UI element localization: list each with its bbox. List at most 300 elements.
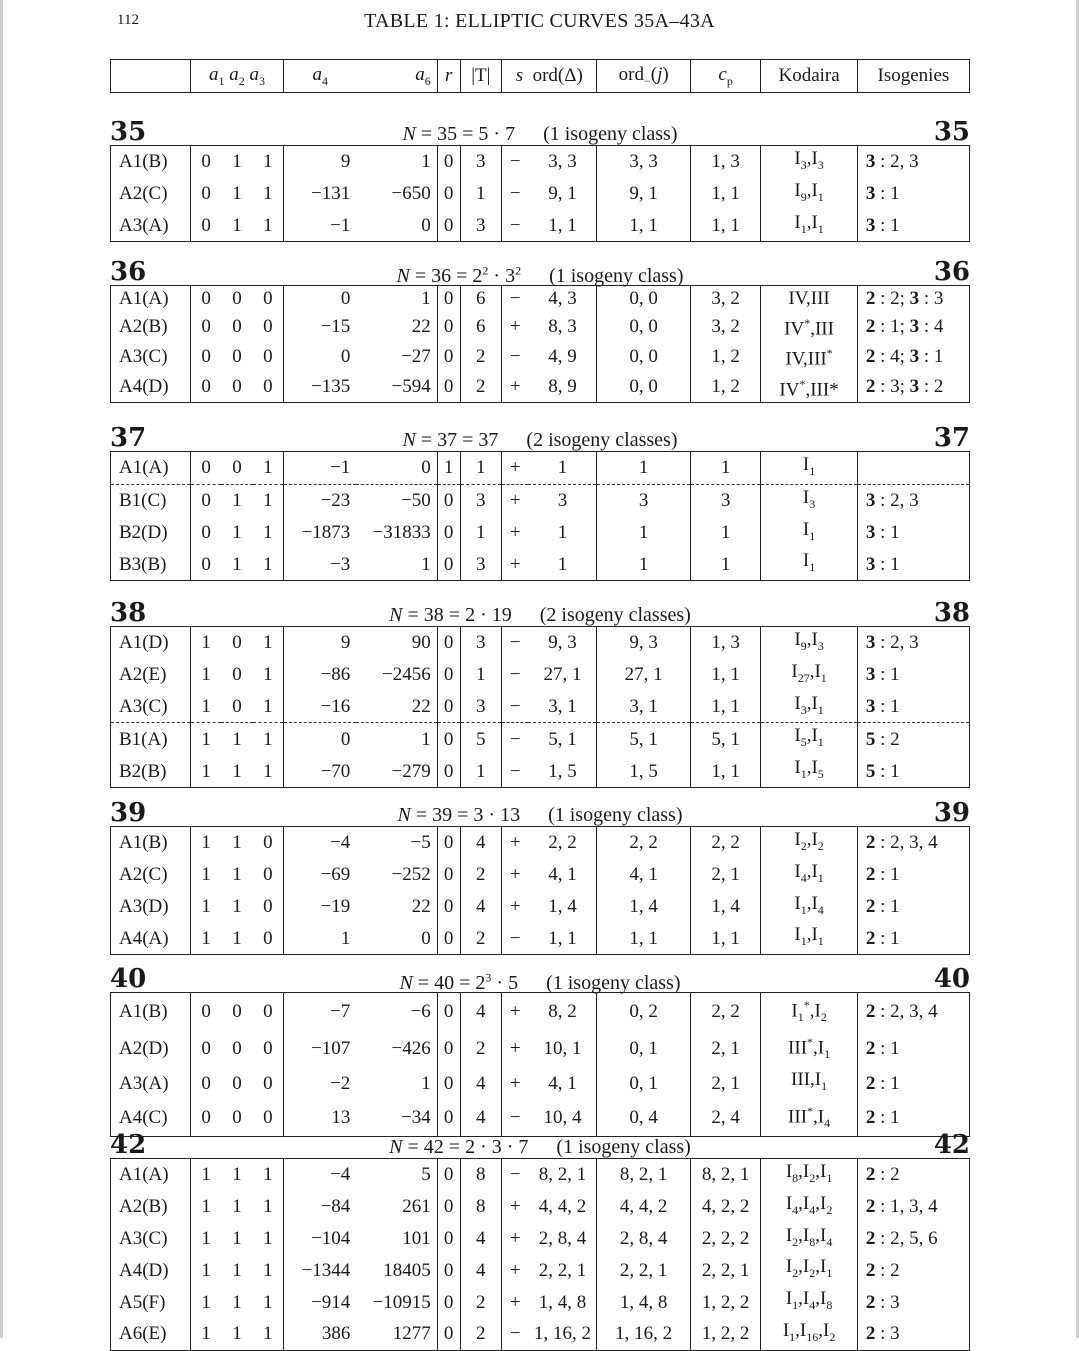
conductor-text: N = 37 = 37 [402, 429, 499, 451]
a1-value: 1 [201, 760, 211, 782]
hdr-kodaira: Kodaira [761, 60, 857, 93]
a6-value: 1 [356, 286, 437, 312]
column-header-table [110, 59, 970, 93]
isogeny-class-count: (1 isogeny class) [543, 123, 678, 145]
isogenies-value: 3 : 1 [865, 664, 900, 686]
a1-value: 1 [201, 1196, 211, 1218]
ord-delta-value: 1, 1 [528, 922, 596, 954]
section-number-left: 35 [110, 117, 147, 147]
conductor-text: $N = 40 = 2^3 \cdot 5$ [399, 970, 519, 994]
column-header-row [111, 60, 970, 93]
curve-label: A4(D) [111, 372, 191, 403]
torsion-value: 6 [460, 311, 501, 341]
sign-value: + [509, 1072, 521, 1094]
ord-j-value: 1, 1 [597, 922, 690, 954]
curve-label: A5(F) [111, 1286, 191, 1318]
rank-value: 0 [437, 1099, 460, 1137]
kodaira-value: $I_3$ [761, 484, 857, 516]
ord-j-value: 0, 0 [597, 286, 690, 312]
ord-j-value: 5, 1 [597, 723, 690, 755]
curve-row [111, 548, 970, 580]
sign-value: + [509, 457, 521, 479]
a1-value: 0 [201, 214, 211, 236]
a3-value: 1 [253, 210, 284, 242]
a3-value: 1 [253, 1223, 284, 1255]
section-37 [110, 425, 970, 581]
ord-delta-value: 27, 1 [528, 659, 596, 691]
cp-value: 2, 2, 2 [690, 1223, 761, 1255]
ord-delta-value: 1 [528, 517, 596, 549]
a2-value: 0 [232, 345, 242, 367]
curve-table [110, 992, 970, 1137]
a1-value: 1 [201, 1164, 211, 1186]
a6-value: 0 [356, 452, 437, 485]
a3-value: 1 [253, 517, 284, 549]
a3-value: 1 [253, 723, 284, 755]
curve-label: B2(B) [111, 755, 191, 787]
isogenies-value: 3 : 1 [865, 183, 900, 205]
curve-label: A4(C) [111, 1099, 191, 1137]
a2-value: 1 [232, 1323, 242, 1345]
cp-value: 2, 1 [690, 1030, 761, 1067]
a2-value: 1 [232, 1259, 242, 1281]
rank-value: 0 [437, 372, 460, 403]
a4-value: −914 [311, 1291, 351, 1313]
ord-j-value: 9, 3 [597, 627, 690, 659]
a3-value: 0 [253, 1030, 284, 1067]
a4-value: −23 [284, 484, 357, 516]
ord-delta-value: 2, 2 [528, 827, 596, 859]
a3-value: 1 [253, 1191, 284, 1223]
a1-value: 0 [201, 151, 211, 173]
curve-row [111, 178, 970, 210]
section-number-left: 39 [110, 798, 147, 828]
a2-value: 1 [232, 927, 242, 949]
sign-value: − [509, 632, 521, 654]
isogenies-value: 2 : 2 [865, 1164, 900, 1186]
hdr-label [111, 60, 191, 93]
a2-value: 1 [232, 151, 242, 173]
section-number-left: 42 [110, 1130, 147, 1160]
hdr-ord-j: ord$_-$(j) [597, 60, 690, 93]
curve-row [111, 922, 970, 954]
curve-label: A3(A) [111, 210, 191, 242]
ord-delta-value: 3, 1 [528, 691, 596, 723]
a3-value: 0 [253, 859, 284, 891]
isogenies-value: 2 : 2 [865, 1259, 900, 1281]
curve-row [111, 1067, 970, 1099]
ord-delta-value: 8, 2, 1 [528, 1159, 596, 1191]
kodaira-value: $I_1,I_4,I_8$ [761, 1286, 857, 1318]
rank-value: 0 [437, 1254, 460, 1286]
isogenies-value: 2 : 3 [865, 1323, 900, 1345]
rank-value: 0 [437, 286, 460, 312]
a6-value: 22 [356, 891, 437, 923]
kodaira-value: $I_2,I_8,I_4$ [761, 1223, 857, 1255]
a2-value: 0 [232, 695, 242, 717]
ord-j-value: 0, 0 [597, 341, 690, 371]
kodaira-value: $I_1,I_1$ [761, 922, 857, 954]
a3-value: 1 [253, 1286, 284, 1318]
cp-value: 3 [690, 484, 761, 516]
isogeny-class-count: (1 isogeny class) [549, 264, 684, 287]
cp-value: 2, 4 [690, 1099, 761, 1137]
a2-value: 1 [232, 1227, 242, 1249]
isogeny-class-count: (1 isogeny class) [556, 1136, 691, 1158]
kodaira-value: $I_1,I_{16},I_2$ [761, 1318, 857, 1350]
isogenies-value: 2 : 2, 3, 4 [865, 1001, 938, 1023]
cp-value: 2, 2, 1 [690, 1254, 761, 1286]
hdr-t: |T| [460, 60, 501, 93]
a1-value: 0 [201, 376, 211, 398]
conductor-text: $N = 36 = 2^2 \cdot 3^2$ [396, 263, 522, 287]
torsion-value: 4 [460, 1223, 501, 1255]
kodaira-value: $I_1,I_5$ [761, 755, 857, 787]
sign-value: + [509, 376, 521, 398]
rank-value: 0 [437, 341, 460, 371]
section-39 [110, 800, 970, 955]
isogenies-value: 5 : 2 [857, 723, 969, 755]
sign-value: + [509, 315, 521, 337]
kodaira-value: IV,III* [761, 341, 857, 371]
a2-value: 0 [232, 315, 242, 337]
rank-value: 0 [437, 1067, 460, 1099]
ord-j-value: 1, 4, 8 [597, 1286, 690, 1318]
sign-value: − [509, 1164, 521, 1186]
a6-value: 261 [356, 1191, 437, 1223]
rank-value: 0 [437, 1286, 460, 1318]
a3-value: 0 [253, 891, 284, 923]
ord-j-value: 2, 2, 1 [597, 1254, 690, 1286]
a2-value: 0 [232, 1107, 242, 1129]
section-number-right: 42 [933, 1130, 970, 1160]
section-number-left: 37 [110, 423, 147, 453]
a6-value: −426 [356, 1030, 437, 1067]
ord-j-value: 3 [597, 484, 690, 516]
a1-value: 1 [201, 1227, 211, 1249]
isogenies-value: 2 : 1 [865, 895, 900, 917]
curve-label: A3(C) [111, 691, 191, 723]
a4-value: 1 [340, 927, 351, 949]
kodaira-value: $I_1$ [761, 452, 857, 485]
curve-label: A1(D) [111, 627, 191, 659]
curve-label: B1(C) [111, 484, 191, 516]
curve-table [110, 626, 970, 788]
torsion-value: 3 [460, 627, 501, 659]
a3-value: 1 [253, 627, 284, 659]
hdr-a6: $a_6$ [356, 60, 437, 93]
section-header [110, 1132, 970, 1158]
sign-value: − [509, 1323, 521, 1345]
sign-value: − [509, 927, 521, 949]
a6-value: 1277 [356, 1318, 437, 1350]
conductor-text: N = 35 = 5 · 7 [402, 123, 516, 145]
isogenies-value: 2 : 2; 3 : 3 [865, 288, 944, 309]
cp-value: 1, 1 [690, 659, 761, 691]
section-number-right: 37 [933, 423, 970, 453]
hdr-a4: $a_4$ [284, 60, 357, 93]
curve-label: A1(B) [111, 827, 191, 859]
ord-j-value: 2, 2 [597, 827, 690, 859]
rank-value: 0 [437, 922, 460, 954]
ord-j-value: 0, 0 [597, 372, 690, 403]
torsion-value: 2 [460, 372, 501, 403]
a1-value: 1 [201, 895, 211, 917]
kodaira-value: $I_3,I_1$ [761, 691, 857, 723]
a2-value: 1 [232, 864, 242, 886]
a1-value: 1 [201, 664, 211, 686]
isogenies-value: 3 : 1 [865, 695, 900, 717]
cp-value: 2, 2 [690, 827, 761, 859]
curve-label: A2(C) [111, 859, 191, 891]
a6-value: −650 [356, 178, 437, 210]
ord-j-value: 3, 3 [597, 146, 690, 178]
ord-delta-value: 8, 2 [528, 993, 596, 1031]
ord-delta-value: 4, 4, 2 [528, 1191, 596, 1223]
curve-label: A1(A) [111, 286, 191, 312]
a2-value: 1 [232, 183, 242, 205]
a6-value: −594 [356, 372, 437, 403]
curve-row [111, 1286, 970, 1318]
section-header [110, 425, 970, 451]
cp-value: 5, 1 [690, 723, 761, 755]
rank-value: 0 [437, 859, 460, 891]
rank-value: 1 [437, 452, 460, 485]
kodaira-value: $III^*,I_4$ [761, 1099, 857, 1137]
curve-row [111, 1030, 970, 1067]
a6-value: −2456 [356, 659, 437, 691]
section-conductor [110, 429, 970, 452]
torsion-value: 4 [460, 891, 501, 923]
a6-value: 22 [356, 691, 437, 723]
section-number-right: 39 [933, 798, 970, 828]
isogenies-value: 2 : 3 [865, 1291, 900, 1313]
ord-delta-value: 5, 1 [528, 723, 596, 755]
a4-value: 0 [284, 723, 357, 755]
section-number-right: 40 [933, 964, 970, 994]
a4-value: 9 [340, 632, 351, 654]
curve-label: A2(B) [111, 1191, 191, 1223]
a2-value: 1 [232, 214, 242, 236]
section-38 [110, 600, 970, 788]
a1-value: 0 [190, 484, 221, 516]
torsion-value: 6 [460, 286, 501, 312]
ord-j-value: 1, 5 [597, 755, 690, 787]
a3-value: 0 [253, 922, 284, 954]
curve-label: A2(E) [111, 659, 191, 691]
torsion-value: 1 [460, 517, 501, 549]
curve-table [110, 451, 970, 581]
ord-j-value: 0, 0 [597, 311, 690, 341]
rank-value: 0 [437, 691, 460, 723]
conductor-text: N = 39 = 3 · 13 [397, 804, 521, 826]
a3-value: 1 [253, 452, 284, 485]
a4-value: −4 [330, 1164, 351, 1186]
a4-value: −107 [311, 1038, 351, 1060]
torsion-value: 5 [460, 723, 501, 755]
section-header [110, 259, 970, 285]
curve-table [110, 826, 970, 955]
torsion-value: 1 [460, 452, 501, 485]
hdr-a123: $a_1$ $a_2$ $a_3$ [190, 60, 283, 93]
isogeny-class-count: (2 isogeny classes) [539, 604, 691, 626]
section-conductor [110, 1136, 970, 1159]
kodaira-value: $I_2,I_2$ [761, 827, 857, 859]
ord-delta-value: 1, 1 [528, 210, 596, 242]
section-number-right: 35 [933, 117, 970, 147]
torsion-value: 2 [460, 1030, 501, 1067]
cp-value: 8, 2, 1 [690, 1159, 761, 1191]
page-border-left [0, 0, 3, 1338]
ord-delta-value: 1, 16, 2 [528, 1318, 596, 1350]
a4-value: −1344 [301, 1259, 351, 1281]
a6-value: 0 [356, 922, 437, 954]
curve-table [110, 285, 970, 403]
section-36 [110, 259, 970, 403]
curve-label: A1(B) [111, 993, 191, 1031]
curve-row [111, 659, 970, 691]
a4-value: −1873 [301, 521, 351, 543]
rank-value: 0 [437, 1223, 460, 1255]
section-35 [110, 119, 970, 242]
sign-value: + [509, 1259, 521, 1281]
ord-j-value: 1, 16, 2 [597, 1318, 690, 1350]
torsion-value: 1 [460, 178, 501, 210]
a6-value: 1 [356, 723, 437, 755]
a1-value: 1 [201, 1291, 211, 1313]
ord-delta-value: 3, 3 [528, 146, 596, 178]
a2-value: 0 [232, 664, 242, 686]
a3-value: 1 [253, 691, 284, 723]
torsion-value: 4 [460, 827, 501, 859]
a4-value: 9 [340, 151, 351, 173]
cp-value: 1, 2 [690, 372, 761, 403]
rank-value: 0 [437, 311, 460, 341]
a3-value: 1 [253, 755, 284, 787]
isogenies-value [857, 452, 969, 485]
section-conductor [110, 804, 970, 827]
a2-value: 1 [221, 723, 252, 755]
rank-value: 0 [437, 548, 460, 580]
cp-value: 1 [690, 517, 761, 549]
curve-row [111, 484, 970, 516]
curve-label: B1(A) [111, 723, 191, 755]
a1-value: 0 [201, 1107, 211, 1129]
torsion-value: 8 [460, 1191, 501, 1223]
a2-value: 0 [232, 288, 242, 309]
a1-value: 0 [201, 288, 211, 309]
kodaira-value: $I_2,I_2,I_1$ [761, 1254, 857, 1286]
section-number-left: 38 [110, 598, 147, 628]
sign-value: − [509, 345, 521, 367]
kodaira-value: IV*,III [761, 311, 857, 341]
curve-label: A1(B) [111, 146, 191, 178]
curve-row [111, 146, 970, 178]
rank-value: 0 [437, 484, 460, 516]
a4-value: −19 [320, 895, 351, 917]
a2-value: 0 [232, 1001, 242, 1023]
ord-delta-value: 2, 2, 1 [528, 1254, 596, 1286]
a3-value: 1 [253, 484, 284, 516]
curve-row [111, 691, 970, 723]
a2-value: 1 [232, 1196, 242, 1218]
sign-value: + [509, 553, 521, 575]
a1-value: 0 [201, 315, 211, 337]
hdr-isogenies: Isogenies [857, 60, 969, 93]
section-number-right: 36 [933, 257, 970, 287]
a6-value: −5 [356, 827, 437, 859]
a4-value: −3 [330, 553, 351, 575]
ord-j-value: 1, 1 [597, 210, 690, 242]
isogenies-value: 3 : 2, 3 [857, 484, 969, 516]
torsion-value: 1 [460, 755, 501, 787]
kodaira-value: $I_9,I_1$ [761, 178, 857, 210]
a6-value: 1 [356, 1067, 437, 1099]
cp-value: 1, 4 [690, 891, 761, 923]
torsion-value: 2 [460, 859, 501, 891]
ord-j-value: 1, 4 [597, 891, 690, 923]
curve-row [111, 341, 970, 371]
a6-value: −31833 [356, 517, 437, 549]
a2-value: 1 [232, 553, 242, 575]
curve-label: A1(A) [111, 452, 191, 485]
ord-j-value: 27, 1 [597, 659, 690, 691]
kodaira-value: $I_1$ [761, 548, 857, 580]
a4-value: −1 [330, 457, 351, 479]
a4-value: −1 [330, 214, 351, 236]
sign-value: + [509, 832, 521, 854]
a1-value: 1 [201, 695, 211, 717]
isogenies-value: 2 : 1, 3, 4 [865, 1196, 938, 1218]
kodaira-value: IV,III [761, 286, 857, 312]
ord-delta-value: 4, 3 [528, 286, 596, 312]
curve-label: A3(C) [111, 341, 191, 371]
isogenies-value: 2 : 2, 3, 4 [865, 832, 938, 854]
a6-value: 5 [356, 1159, 437, 1191]
section-42 [110, 1132, 970, 1351]
ord-j-value: 4, 4, 2 [597, 1191, 690, 1223]
section-conductor [110, 123, 970, 146]
torsion-value: 3 [460, 548, 501, 580]
curve-label: A6(E) [111, 1318, 191, 1350]
ord-j-value: 0, 1 [597, 1067, 690, 1099]
kodaira-value: $I_1,I_1$ [761, 210, 857, 242]
ord-delta-value: 4, 1 [528, 1067, 596, 1099]
rank-value: 0 [437, 178, 460, 210]
ord-delta-value: 1 [528, 548, 596, 580]
isogeny-class-count: (1 isogeny class) [548, 804, 683, 826]
cp-value: 1, 3 [690, 146, 761, 178]
curve-label: A3(A) [111, 1067, 191, 1099]
sign-value: + [502, 484, 529, 516]
curve-label: A4(D) [111, 1254, 191, 1286]
isogenies-value: 2 : 1 [865, 1072, 900, 1094]
sign-value: − [509, 183, 521, 205]
section-header [110, 600, 970, 626]
hdr-cp: $c_p$ [690, 60, 761, 93]
ord-delta-value: 10, 1 [528, 1030, 596, 1067]
sign-value: − [509, 1107, 521, 1129]
a4-value: 0 [340, 288, 351, 309]
curve-row [111, 311, 970, 341]
a1-value: 0 [201, 521, 211, 543]
curve-label: B3(B) [111, 548, 191, 580]
a6-value: −27 [356, 341, 437, 371]
a1-value: 1 [201, 632, 211, 654]
kodaira-value: $I_1$ [761, 517, 857, 549]
sign-value: − [509, 760, 521, 782]
isogenies-value: 2 : 1 [865, 864, 900, 886]
